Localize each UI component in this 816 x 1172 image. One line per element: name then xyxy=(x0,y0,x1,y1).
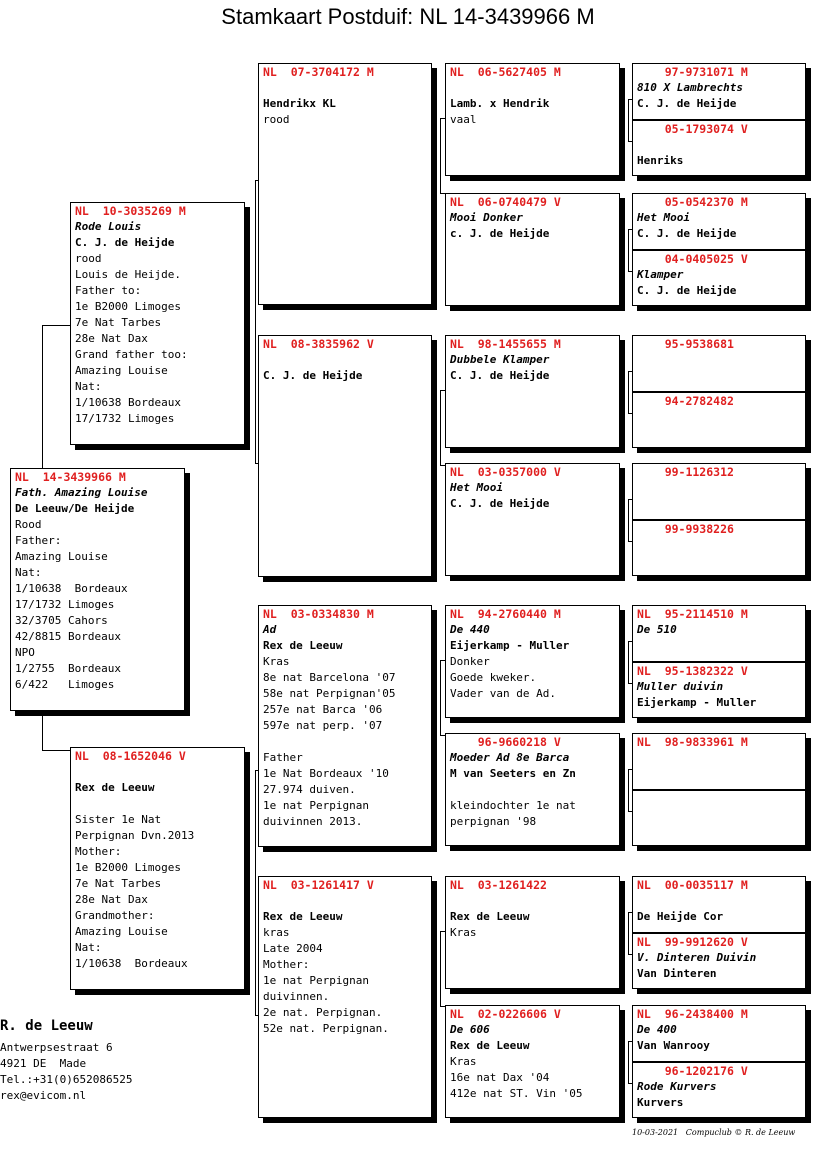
ring-number: 99-9938226 xyxy=(637,522,734,536)
pigeon-detail-line: Kurvers xyxy=(637,1096,684,1109)
ring-number: NL 99-9912620 V xyxy=(637,935,748,949)
pigeon-detail-line: Rode Louis xyxy=(75,220,142,233)
tree-connector-line xyxy=(628,99,629,141)
pigeon-detail-line xyxy=(75,764,240,780)
pigeon-details xyxy=(446,80,619,128)
pigeon-detail-line: 28e Nat Dax xyxy=(75,332,148,345)
grandparent-card[interactable] xyxy=(258,605,432,847)
pigeon-detail-line xyxy=(263,352,427,368)
tree-connector-line xyxy=(42,325,43,470)
pigeon-details xyxy=(633,679,805,711)
pigeon-details xyxy=(259,352,431,384)
pigeon-detail-line: Rode Kurvers xyxy=(637,1080,717,1093)
pigeon-detail-line: Moeder Ad 8e Barca xyxy=(450,751,570,764)
pigeon-details xyxy=(259,622,431,830)
ggg-dam-entry[interactable] xyxy=(633,663,805,717)
pigeon-detail-line: Nat: xyxy=(75,380,102,393)
tree-connector-line xyxy=(628,641,629,683)
pigeon-detail-line: 17/1732 Limoges xyxy=(75,412,175,425)
pigeon-detail-line: 8e nat Barcelona '07 xyxy=(263,671,396,684)
pigeon-detail-line: Klamper xyxy=(637,268,684,281)
pigeon-detail-line: Rex de Leeuw xyxy=(263,639,343,652)
pigeon-details xyxy=(446,210,619,242)
pigeon-details xyxy=(633,950,805,982)
pigeon-detail-line xyxy=(263,80,427,96)
owner-postcode-line: 4921 DE Made xyxy=(0,1057,87,1070)
pigeon-detail-line: 1/2755 Bordeaux xyxy=(15,662,121,675)
great-great-grandparent-pair-card[interactable] xyxy=(632,335,806,448)
ring-number: NL 02-0226606 V xyxy=(450,1007,561,1021)
pigeon-detail-line: kras xyxy=(263,926,290,939)
pigeon-detail-line: C. J. de Heijde xyxy=(450,497,550,510)
tree-connector-line xyxy=(42,750,70,751)
owner-address-line: Antwerpsestraat 6 xyxy=(0,1041,113,1054)
ggg-dam-entry[interactable] xyxy=(633,791,805,845)
ggg-sire-entry[interactable] xyxy=(633,1006,805,1061)
great-grandparent-card[interactable] xyxy=(445,63,620,176)
ring-number: NL 14-3439966 M xyxy=(15,470,126,484)
tree-connector-line xyxy=(255,770,256,1015)
pigeon-detail-line: 27.974 duiven. xyxy=(263,783,356,796)
pigeon-detail-line: Kras xyxy=(450,926,477,939)
great-grandparent-card[interactable] xyxy=(445,733,620,846)
ring-number: 96-9660218 V xyxy=(450,735,561,749)
pigeon-detail-line: Amazing Louise xyxy=(75,364,168,377)
ring-number: NL 00-0035117 M xyxy=(637,878,748,892)
great-great-grandparent-pair-card[interactable] xyxy=(632,876,806,989)
great-grandparent-card[interactable] xyxy=(445,876,620,989)
pigeon-detail-line: C. J. de Heijde xyxy=(263,369,363,382)
pigeon-detail-line: Kras xyxy=(450,1055,477,1068)
pigeon-detail-line: duivinnen 2013. xyxy=(263,815,363,828)
pigeon-detail-line: 2e nat. Perpignan. xyxy=(263,1006,383,1019)
owner-name: R. de Leeuw xyxy=(0,1018,93,1034)
pigeon-detail-line: 42/8815 Bordeaux xyxy=(15,630,121,643)
pigeon-detail-line: vaal xyxy=(450,113,477,126)
pigeon-detail-line: Perpignan Dvn.2013 xyxy=(75,829,195,842)
pigeon-detail-line: Nat: xyxy=(15,566,42,579)
sire-card[interactable] xyxy=(70,202,245,445)
pigeon-detail-line: Van Dinteren xyxy=(637,967,717,980)
pigeon-detail-line: 597e nat perp. '07 xyxy=(263,719,383,732)
great-great-grandparent-pair-card[interactable] xyxy=(632,733,806,846)
great-grandparent-card[interactable] xyxy=(445,605,620,718)
ggg-sire-entry[interactable] xyxy=(633,194,805,249)
ring-number: 97-9731071 M xyxy=(637,65,748,79)
ggg-dam-entry[interactable] xyxy=(633,934,805,988)
pigeon-detail-line: Muller duivin xyxy=(637,680,724,693)
footer-credit: 10-03-2021 Compuclub © R. de Leeuw xyxy=(632,1128,796,1137)
ring-number: NL 03-1261417 V xyxy=(263,878,374,892)
pigeon-detail-line: 1/10638 Bordeaux xyxy=(15,582,128,595)
ring-number: NL 10-3035269 M xyxy=(75,204,186,218)
pigeon-detail-line: Father xyxy=(263,751,303,764)
pigeon-detail-line: 17/1732 Limoges xyxy=(15,598,115,611)
pigeon-detail-line: Nat: xyxy=(75,941,102,954)
ring-number: 96-1202176 V xyxy=(637,1064,748,1078)
ring-number: 94-2782482 xyxy=(637,394,734,408)
subject-pigeon-card[interactable] xyxy=(10,468,185,711)
ggg-dam-entry[interactable] xyxy=(633,1063,805,1117)
pigeon-detail-line: Grand father too: xyxy=(75,348,188,361)
pigeon-detail-line: De Heijde Cor xyxy=(637,910,724,923)
pigeon-detail-line: Het Mooi xyxy=(637,211,690,224)
ring-number: 99-1126312 xyxy=(637,465,734,479)
pigeon-detail-line: Kras xyxy=(263,655,290,668)
pigeon-detail-line: 257e nat Barca '06 xyxy=(263,703,383,716)
tree-connector-line xyxy=(440,118,441,193)
pigeon-detail-line: 7e Nat Tarbes xyxy=(75,316,162,329)
pigeon-detail-line: De 510 xyxy=(637,623,677,636)
pigeon-details xyxy=(446,352,619,384)
pigeon-detail-line: 58e nat Perpignan'05 xyxy=(263,687,396,700)
tree-connector-line xyxy=(42,325,70,326)
ring-number: 04-0405025 V xyxy=(637,252,748,266)
pigeon-detail-line: Hendrikx KL xyxy=(263,97,336,110)
pigeon-detail-line: C. J. de Heijde xyxy=(637,284,737,297)
pigeon-detail-line: 16e nat Dax '04 xyxy=(450,1071,550,1084)
tree-connector-line xyxy=(628,229,629,271)
pigeon-detail-line: 1/10638 Bordeaux xyxy=(75,957,188,970)
ring-number: 95-9538681 xyxy=(637,337,734,351)
pigeon-detail-line: De Leeuw/De Heijde xyxy=(15,502,135,515)
pigeon-details xyxy=(446,480,619,512)
ring-number: NL 96-2438400 M xyxy=(637,1007,748,1021)
ring-number: NL 06-5627405 M xyxy=(450,65,561,79)
great-grandparent-card[interactable] xyxy=(445,1005,620,1118)
pigeon-detail-line: rood xyxy=(75,252,102,265)
ggg-sire-entry[interactable] xyxy=(633,734,805,789)
pigeon-detail-line: perpignan '98 xyxy=(450,815,537,828)
pigeon-detail-line: C. J. de Heijde xyxy=(450,369,550,382)
pigeon-detail-line: 32/3705 Cahors xyxy=(15,614,108,627)
ggg-dam-entry[interactable] xyxy=(633,121,805,175)
owner-phone-line: Tel.:+31(0)652086525 xyxy=(0,1073,133,1086)
pigeon-detail-line: 1e B2000 Limoges xyxy=(75,861,181,874)
pigeon-detail-line: Rex de Leeuw xyxy=(263,910,343,923)
pigeon-detail-line: duivinnen. xyxy=(263,990,330,1003)
ring-number: NL 95-2114510 M xyxy=(637,607,748,621)
grandparent-card[interactable] xyxy=(258,335,432,577)
pigeon-detail-line: 1/10638 Bordeaux xyxy=(75,396,181,409)
ring-number: NL 98-9833961 M xyxy=(637,735,748,749)
pigeon-details xyxy=(633,1022,805,1054)
tree-connector-line xyxy=(628,499,629,541)
ggg-sire-entry[interactable] xyxy=(633,64,805,119)
great-great-grandparent-pair-card[interactable] xyxy=(632,1005,806,1118)
pigeon-detail-line: kleindochter 1e nat xyxy=(450,799,576,812)
grandparent-card[interactable] xyxy=(258,63,432,305)
pigeon-detail-line: C. J. de Heijde xyxy=(637,227,737,240)
pigeon-detail-line: Goede kweker. xyxy=(450,671,537,684)
great-great-grandparent-pair-card[interactable] xyxy=(632,463,806,576)
pigeon-details xyxy=(633,267,805,299)
pigeon-detail-line: Father: xyxy=(15,534,62,547)
pigeon-details xyxy=(446,1022,619,1102)
pigeon-details xyxy=(633,893,805,925)
pigeon-details xyxy=(259,80,431,128)
pigeon-detail-line xyxy=(263,893,427,909)
pigeon-details xyxy=(71,764,244,972)
ggg-dam-entry[interactable] xyxy=(633,521,805,575)
pigeon-detail-line: Mooi Donker xyxy=(450,211,523,224)
pigeon-detail-line: Fath. Amazing Louise xyxy=(15,486,148,499)
pigeon-detail-line: 412e nat ST. Vin '05 xyxy=(450,1087,583,1100)
pigeon-detail-line: Rex de Leeuw xyxy=(75,781,155,794)
pigeon-detail-line: 28e Nat Dax xyxy=(75,893,148,906)
ring-number: NL 08-1652046 V xyxy=(75,749,186,763)
ring-number: 05-0542370 M xyxy=(637,195,748,209)
pigeon-detail-line: 7e Nat Tarbes xyxy=(75,877,162,890)
pigeon-details xyxy=(11,485,184,693)
pigeon-detail-line: Van Wanrooy xyxy=(637,1039,710,1052)
tree-connector-line xyxy=(628,1041,629,1083)
pigeon-details xyxy=(259,893,431,1037)
tree-connector-line xyxy=(255,180,256,463)
pigeon-detail-line: 6/422 Limoges xyxy=(15,678,115,691)
dam-card[interactable] xyxy=(70,747,245,990)
pigeon-detail-line: 1e B2000 Limoges xyxy=(75,300,181,313)
pigeon-details xyxy=(446,622,619,702)
ring-number: NL 06-0740479 V xyxy=(450,195,561,209)
pigeon-detail-line: Vader van de Ad. xyxy=(450,687,556,700)
tree-connector-line xyxy=(628,371,629,413)
pigeon-details xyxy=(633,137,805,169)
pigeon-detail-line xyxy=(637,137,801,153)
tree-connector-line xyxy=(628,769,629,811)
pigeon-detail-line xyxy=(75,796,240,812)
ggg-dam-entry[interactable] xyxy=(633,251,805,305)
great-great-grandparent-pair-card[interactable] xyxy=(632,193,806,306)
ring-number: NL 94-2760440 M xyxy=(450,607,561,621)
pigeon-detail-line: Rex de Leeuw xyxy=(450,910,530,923)
pigeon-detail-line: Henriks xyxy=(637,154,684,167)
great-great-grandparent-pair-card[interactable] xyxy=(632,605,806,718)
ring-number: 05-1793074 V xyxy=(637,122,748,136)
ggg-sire-entry[interactable] xyxy=(633,877,805,932)
pigeon-detail-line xyxy=(450,80,615,96)
pigeon-details xyxy=(446,750,619,830)
pigeon-detail-line: V. Dinteren Duivin xyxy=(637,951,757,964)
pigeon-detail-line: Amazing Louise xyxy=(15,550,108,563)
pigeon-detail-line: rood xyxy=(263,113,290,126)
ring-number: NL 03-1261422 xyxy=(450,878,547,892)
ring-number: NL 08-3835962 V xyxy=(263,337,374,351)
pigeon-detail-line: M van Seeters en Zn xyxy=(450,767,576,780)
pigeon-detail-line: 810 X Lambrechts xyxy=(637,81,743,94)
pigeon-detail-line xyxy=(263,734,427,750)
pigeon-detail-line xyxy=(637,893,801,909)
pigeon-detail-line: De 400 xyxy=(637,1023,677,1036)
grandparent-card[interactable] xyxy=(258,876,432,1118)
ring-number xyxy=(633,791,805,807)
ring-number: NL 03-0357000 V xyxy=(450,465,561,479)
pigeon-detail-line: Ad xyxy=(263,623,277,636)
pigeon-detail-line: Eijerkamp - Muller xyxy=(450,639,570,652)
pigeon-details xyxy=(633,1079,805,1111)
ring-number: NL 98-1455655 M xyxy=(450,337,561,351)
pigeon-detail-line: Eijerkamp - Muller xyxy=(637,696,757,709)
pigeon-details xyxy=(446,893,619,941)
pigeon-detail-line: Het Mooi xyxy=(450,481,503,494)
pigeon-detail-line: Grandmother: xyxy=(75,909,155,922)
owner-email-line: rex@evicom.nl xyxy=(0,1089,87,1102)
pigeon-detail-line: C. J. de Heijde xyxy=(75,236,175,249)
ring-number: NL 03-0334830 M xyxy=(263,607,374,621)
ggg-sire-entry[interactable] xyxy=(633,606,805,661)
ring-number: NL 95-1382322 V xyxy=(637,664,748,678)
pigeon-details xyxy=(71,219,244,427)
pigeon-detail-line: Donker xyxy=(450,655,490,668)
pigeon-detail-line: De 440 xyxy=(450,623,490,636)
ggg-sire-entry[interactable] xyxy=(633,336,805,391)
tree-connector-line xyxy=(440,660,441,735)
tree-connector-line xyxy=(440,390,441,465)
pigeon-detail-line: Mother: xyxy=(263,958,310,971)
page-title: Stamkaart Postduif: NL 14-3439966 M xyxy=(221,4,595,29)
ggg-sire-entry[interactable] xyxy=(633,464,805,519)
pigeon-detail-line: NPO xyxy=(15,646,35,659)
great-grandparent-card[interactable] xyxy=(445,463,620,576)
pigeon-detail-line: Late 2004 xyxy=(263,942,323,955)
pigeon-detail-line: 1e Nat Bordeaux '10 xyxy=(263,767,389,780)
pigeon-detail-line: C. J. de Heijde xyxy=(637,97,737,110)
tree-connector-line xyxy=(440,931,441,1006)
pigeon-detail-line xyxy=(450,782,615,798)
pigeon-detail-line: Father to: xyxy=(75,284,142,297)
pigeon-details xyxy=(633,210,805,242)
great-great-grandparent-pair-card[interactable] xyxy=(632,63,806,176)
pigeon-detail-line: Rood xyxy=(15,518,42,531)
pigeon-detail-line: c. J. de Heijde xyxy=(450,227,550,240)
pigeon-details xyxy=(633,622,805,638)
pigeon-detail-line xyxy=(450,893,615,909)
pigeon-detail-line: 52e nat. Perpignan. xyxy=(263,1022,389,1035)
pigeon-detail-line: De 606 xyxy=(450,1023,490,1036)
pigeon-details xyxy=(633,80,805,112)
tree-connector-line xyxy=(628,912,629,954)
ggg-dam-entry[interactable] xyxy=(633,393,805,447)
pigeon-detail-line: Rex de Leeuw xyxy=(450,1039,530,1052)
great-grandparent-card[interactable] xyxy=(445,335,620,448)
pigeon-detail-line: 1e nat Perpignan xyxy=(263,799,369,812)
pigeon-detail-line: Lamb. x Hendrik xyxy=(450,97,550,110)
tree-connector-line xyxy=(42,712,43,750)
pigeon-detail-line: Dubbele Klamper xyxy=(450,353,550,366)
pigeon-detail-line: Amazing Louise xyxy=(75,925,168,938)
pigeon-detail-line: 1e nat Perpignan xyxy=(263,974,369,987)
pigeon-detail-line: Mother: xyxy=(75,845,122,858)
pigeon-detail-line: Louis de Heijde. xyxy=(75,268,181,281)
great-grandparent-card[interactable] xyxy=(445,193,620,306)
ring-number: NL 07-3704172 M xyxy=(263,65,374,79)
owner-block xyxy=(0,1018,132,1104)
pigeon-detail-line: Sister 1e Nat xyxy=(75,813,162,826)
